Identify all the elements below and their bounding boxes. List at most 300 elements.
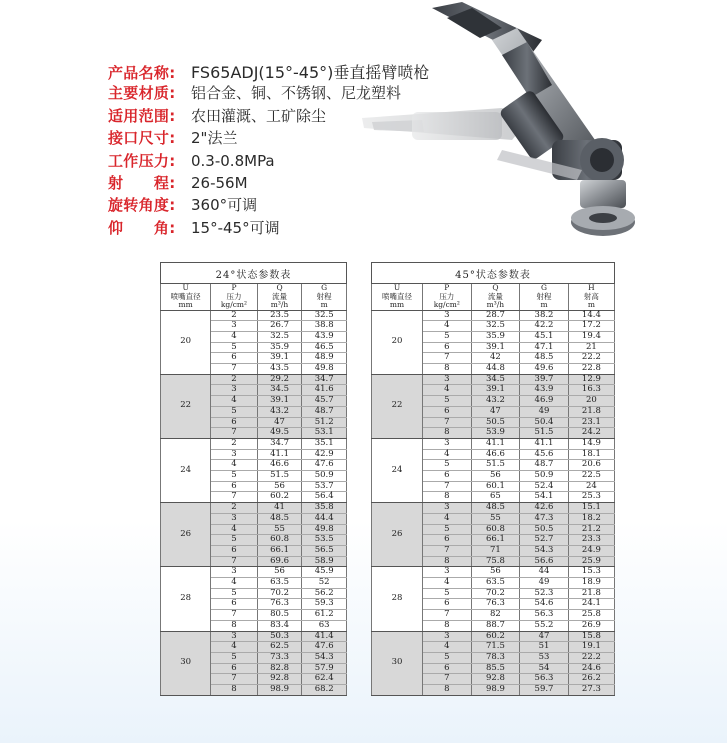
data-cell: 51.5 — [471, 460, 520, 471]
data-cell: 3 — [423, 438, 472, 449]
table-row — [161, 631, 347, 642]
spec-label: 射 程: — [108, 173, 176, 192]
data-cell: 23.3 — [568, 535, 614, 546]
table-title-row — [161, 263, 347, 284]
header-cell: kg/cm² — [423, 301, 472, 310]
data-cell: 51 — [520, 642, 569, 653]
data-cell: 25.8 — [568, 610, 614, 621]
data-cell: 46.9 — [520, 396, 569, 407]
header-cell: 压力 — [211, 293, 258, 302]
data-cell: 22.2 — [568, 653, 614, 664]
data-cell: 48.7 — [520, 460, 569, 471]
data-cell: 39.1 — [257, 396, 302, 407]
data-cell: 45.6 — [520, 449, 569, 460]
data-cell: 7 — [211, 428, 258, 439]
data-cell: 43.5 — [257, 364, 302, 375]
table-row — [372, 631, 615, 642]
header-cell: G — [520, 284, 569, 293]
data-cell: 4 — [423, 578, 472, 589]
data-cell: 18.1 — [568, 449, 614, 460]
data-cell: 29.2 — [257, 374, 302, 385]
data-cell: 59.7 — [520, 685, 569, 696]
nozzle-diameter-cell: 26 — [161, 503, 211, 567]
data-cell: 47.3 — [520, 513, 569, 524]
data-cell: 48.9 — [302, 353, 347, 364]
data-cell: 4 — [211, 524, 258, 535]
data-cell: 7 — [423, 481, 472, 492]
data-cell: 45.7 — [302, 396, 347, 407]
data-cell: 16.3 — [568, 385, 614, 396]
data-cell: 42 — [471, 353, 520, 364]
data-cell: 27.3 — [568, 685, 614, 696]
data-cell: 49 — [520, 406, 569, 417]
data-cell: 22.2 — [568, 353, 614, 364]
data-cell: 71.5 — [471, 642, 520, 653]
data-cell: 6 — [211, 481, 258, 492]
data-cell: 6 — [211, 599, 258, 610]
data-cell: 3 — [211, 449, 258, 460]
data-cell: 50.5 — [520, 524, 569, 535]
data-cell: 15.3 — [568, 567, 614, 578]
data-cell: 48.5 — [257, 513, 302, 524]
data-cell: 7 — [423, 610, 472, 621]
data-cell: 43.2 — [257, 406, 302, 417]
header-cell: 流量 — [471, 293, 520, 302]
data-cell: 76.3 — [471, 599, 520, 610]
table-row — [372, 438, 615, 449]
data-cell: 55 — [471, 513, 520, 524]
data-cell: 24.2 — [568, 428, 614, 439]
table-row — [372, 374, 615, 385]
data-cell: 53.7 — [302, 481, 347, 492]
data-cell: 26.9 — [568, 620, 614, 631]
nozzle-diameter-cell: 26 — [372, 503, 423, 567]
data-cell: 54.6 — [520, 599, 569, 610]
data-cell: 53.5 — [302, 535, 347, 546]
data-cell: 5 — [423, 588, 472, 599]
table-title: 24°状态参数表 — [161, 263, 347, 284]
spec-value: 15°-45°可调 — [191, 218, 280, 237]
header-cell: G — [302, 284, 347, 293]
nozzle-diameter-cell: 24 — [161, 438, 211, 502]
data-cell: 24.1 — [568, 599, 614, 610]
data-cell: 23.1 — [568, 417, 614, 428]
data-cell: 41.6 — [302, 385, 347, 396]
data-cell: 2 — [211, 374, 258, 385]
data-cell: 6 — [423, 406, 472, 417]
data-cell: 32.5 — [257, 331, 302, 342]
header-cell: mm — [372, 301, 423, 310]
data-cell: 3 — [211, 385, 258, 396]
data-cell: 18.2 — [568, 513, 614, 524]
data-cell: 42.6 — [520, 503, 569, 514]
header-cell: m³/h — [257, 301, 302, 310]
header-cell: mm — [161, 301, 211, 310]
data-cell: 34.7 — [302, 374, 347, 385]
data-cell: 3 — [211, 567, 258, 578]
data-cell: 46.5 — [302, 342, 347, 353]
table-title: 45°状态参数表 — [372, 263, 615, 284]
data-cell: 39.1 — [471, 385, 520, 396]
data-cell: 43.9 — [520, 385, 569, 396]
data-cell: 8 — [423, 428, 472, 439]
data-cell: 39.7 — [520, 374, 569, 385]
data-cell: 3 — [211, 513, 258, 524]
data-cell: 20 — [568, 396, 614, 407]
data-cell: 47.1 — [520, 342, 569, 353]
data-cell: 2 — [211, 438, 258, 449]
data-cell: 82 — [471, 610, 520, 621]
data-cell: 7 — [423, 545, 472, 556]
data-cell: 56 — [257, 481, 302, 492]
data-cell: 6 — [211, 545, 258, 556]
header-cell: m — [520, 301, 569, 310]
spec-label: 旋转角度: — [108, 196, 176, 215]
data-cell: 6 — [423, 471, 472, 482]
data-cell: 14.9 — [568, 438, 614, 449]
data-cell: 62.5 — [257, 642, 302, 653]
data-cell: 59.3 — [302, 599, 347, 610]
data-cell: 24.6 — [568, 663, 614, 674]
header-row — [372, 301, 615, 310]
data-cell: 57.9 — [302, 663, 347, 674]
spec-label: 产品名称: — [108, 64, 176, 82]
data-cell: 98.9 — [257, 685, 302, 696]
data-cell: 7 — [211, 610, 258, 621]
data-cell: 60.1 — [471, 481, 520, 492]
nozzle-diameter-cell: 22 — [161, 374, 211, 438]
data-cell: 82.8 — [257, 663, 302, 674]
data-cell: 51.5 — [257, 471, 302, 482]
header-cell: m³/h — [471, 301, 520, 310]
data-cell: 38.8 — [302, 321, 347, 332]
header-cell: 射程 — [302, 293, 347, 302]
data-cell: 6 — [211, 663, 258, 674]
data-cell: 7 — [423, 353, 472, 364]
data-cell: 41.1 — [520, 438, 569, 449]
nozzle-diameter-cell: 30 — [372, 631, 423, 695]
data-cell: 4 — [211, 396, 258, 407]
header-cell: Q — [257, 284, 302, 293]
header-cell: U — [372, 284, 423, 293]
data-cell: 2 — [211, 503, 258, 514]
table-row — [372, 503, 615, 514]
data-cell: 49.5 — [257, 428, 302, 439]
data-cell: 6 — [423, 599, 472, 610]
data-cell: 34.5 — [471, 374, 520, 385]
data-cell: 26.2 — [568, 674, 614, 685]
nozzle-diameter-cell: 28 — [372, 567, 423, 631]
data-cell: 60.8 — [257, 535, 302, 546]
header-cell: 喷嘴直径 — [372, 293, 423, 302]
data-cell: 8 — [423, 556, 472, 567]
data-cell: 22.8 — [568, 364, 614, 375]
data-cell: 68.2 — [302, 685, 347, 696]
data-cell: 35.9 — [257, 342, 302, 353]
data-cell: 6 — [211, 417, 258, 428]
data-cell: 3 — [423, 310, 472, 321]
data-cell: 3 — [423, 631, 472, 642]
data-cell: 24.9 — [568, 545, 614, 556]
header-cell: 喷嘴直径 — [161, 293, 211, 302]
nozzle-diameter-cell: 30 — [161, 631, 211, 695]
data-cell: 69.6 — [257, 556, 302, 567]
data-cell: 4 — [423, 513, 472, 524]
data-cell: 34.5 — [257, 385, 302, 396]
data-cell: 65 — [471, 492, 520, 503]
data-cell: 21.8 — [568, 406, 614, 417]
data-cell: 78.3 — [471, 653, 520, 664]
data-cell: 42.9 — [302, 449, 347, 460]
data-cell: 50.5 — [471, 417, 520, 428]
data-cell: 85.5 — [471, 663, 520, 674]
data-cell: 53 — [520, 653, 569, 664]
data-cell: 56 — [471, 567, 520, 578]
data-cell: 60.2 — [257, 492, 302, 503]
data-cell: 49.8 — [302, 524, 347, 535]
data-cell: 4 — [423, 449, 472, 460]
data-cell: 92.8 — [257, 674, 302, 685]
data-cell: 56.3 — [520, 610, 569, 621]
nozzle-diameter-cell: 22 — [372, 374, 423, 438]
data-cell: 52.4 — [520, 481, 569, 492]
data-cell: 25.9 — [568, 556, 614, 567]
data-cell: 60.8 — [471, 524, 520, 535]
data-cell: 6 — [423, 663, 472, 674]
data-cell: 7 — [211, 364, 258, 375]
data-cell: 32.5 — [471, 321, 520, 332]
data-cell: 48.5 — [471, 503, 520, 514]
data-cell: 15.8 — [568, 631, 614, 642]
data-cell: 8 — [211, 620, 258, 631]
data-cell: 42.2 — [520, 321, 569, 332]
header-cell: 射程 — [520, 293, 569, 302]
data-cell: 7 — [423, 417, 472, 428]
data-cell: 51.5 — [520, 428, 569, 439]
data-cell: 98.9 — [471, 685, 520, 696]
data-cell: 60.2 — [471, 631, 520, 642]
data-cell: 56.5 — [302, 545, 347, 556]
header-cell: H — [568, 284, 614, 293]
header-cell: kg/cm² — [211, 301, 258, 310]
spec-label: 适用范围: — [108, 106, 176, 125]
data-cell: 19.4 — [568, 331, 614, 342]
data-cell: 56 — [471, 471, 520, 482]
table-row — [161, 438, 347, 449]
data-cell: 5 — [211, 406, 258, 417]
data-cell: 39.1 — [257, 353, 302, 364]
data-cell: 22.5 — [568, 471, 614, 482]
data-cell: 3 — [211, 631, 258, 642]
data-cell: 14.4 — [568, 310, 614, 321]
data-cell: 80.5 — [257, 610, 302, 621]
data-cell: 8 — [423, 685, 472, 696]
data-cell: 5 — [423, 460, 472, 471]
data-cell: 70.2 — [257, 588, 302, 599]
nozzle-diameter-cell: 20 — [372, 310, 423, 374]
data-cell: 4 — [211, 578, 258, 589]
header-cell: m — [302, 301, 347, 310]
data-cell: 5 — [211, 653, 258, 664]
spec-value: 农田灌溉、工矿除尘 — [191, 106, 327, 125]
data-cell: 41.4 — [302, 631, 347, 642]
data-cell: 66.1 — [471, 535, 520, 546]
header-cell: 射高 — [568, 293, 614, 302]
table-row — [372, 567, 615, 578]
data-cell: 3 — [211, 321, 258, 332]
data-cell: 6 — [423, 342, 472, 353]
data-cell: 21 — [568, 342, 614, 353]
data-cell: 43.2 — [471, 396, 520, 407]
data-cell: 18.9 — [568, 578, 614, 589]
data-cell: 5 — [211, 342, 258, 353]
data-cell: 47 — [257, 417, 302, 428]
data-cell: 88.7 — [471, 620, 520, 631]
data-cell: 45.9 — [302, 567, 347, 578]
data-cell: 5 — [423, 524, 472, 535]
table-row — [161, 310, 347, 321]
data-cell: 7 — [211, 556, 258, 567]
data-cell: 56.6 — [520, 556, 569, 567]
data-cell: 43.9 — [302, 331, 347, 342]
data-cell: 61.2 — [302, 610, 347, 621]
data-cell: 21.2 — [568, 524, 614, 535]
data-cell: 53.9 — [471, 428, 520, 439]
data-cell: 15.1 — [568, 503, 614, 514]
nozzle-diameter-cell: 24 — [372, 438, 423, 502]
data-cell: 52.7 — [520, 535, 569, 546]
data-cell: 6 — [211, 353, 258, 364]
sprinkler-product-image — [352, 0, 652, 250]
data-cell: 70.2 — [471, 588, 520, 599]
table-row — [161, 374, 347, 385]
data-cell: 47.6 — [302, 460, 347, 471]
data-cell: 4 — [423, 642, 472, 653]
data-cell: 4 — [211, 642, 258, 653]
data-cell: 5 — [423, 653, 472, 664]
data-cell: 5 — [211, 588, 258, 599]
header-cell: 压力 — [423, 293, 472, 302]
data-cell: 20.6 — [568, 460, 614, 471]
data-cell: 6 — [423, 535, 472, 546]
header-cell: 流量 — [257, 293, 302, 302]
data-cell: 41 — [257, 503, 302, 514]
data-cell: 48.7 — [302, 406, 347, 417]
data-cell: 4 — [423, 321, 472, 332]
data-cell: 66.1 — [257, 545, 302, 556]
data-cell: 48.5 — [520, 353, 569, 364]
spec-value: FS65ADJ(15°-45°)垂直摇臂喷枪 — [191, 63, 430, 82]
spec-label: 工作压力: — [108, 151, 176, 170]
data-cell: 54.3 — [302, 653, 347, 664]
data-cell: 38.2 — [520, 310, 569, 321]
data-cell: 63.5 — [471, 578, 520, 589]
data-cell: 8 — [423, 620, 472, 631]
data-cell: 7 — [423, 674, 472, 685]
data-cell: 19.1 — [568, 642, 614, 653]
data-cell: 92.8 — [471, 674, 520, 685]
data-cell: 46.6 — [257, 460, 302, 471]
data-cell: 35.1 — [302, 438, 347, 449]
data-cell: 7 — [211, 492, 258, 503]
table-45-degree — [371, 262, 615, 696]
spec-value: 26-56M — [191, 173, 248, 192]
data-cell: 5 — [423, 396, 472, 407]
spec-label: 仰 角: — [108, 218, 176, 237]
data-cell: 47.6 — [302, 642, 347, 653]
data-cell: 8 — [423, 364, 472, 375]
data-cell: 54.1 — [520, 492, 569, 503]
data-cell: 55.2 — [520, 620, 569, 631]
spec-value: 0.3-0.8MPa — [191, 151, 275, 170]
table-row — [372, 310, 615, 321]
nozzle-diameter-cell: 20 — [161, 310, 211, 374]
data-cell: 44 — [520, 567, 569, 578]
data-cell: 50.9 — [302, 471, 347, 482]
data-cell: 3 — [423, 374, 472, 385]
table-row — [161, 567, 347, 578]
header-cell: P — [423, 284, 472, 293]
data-cell: 55 — [257, 524, 302, 535]
data-cell: 41.1 — [257, 449, 302, 460]
table-row — [161, 503, 347, 514]
data-cell: 75.8 — [471, 556, 520, 567]
spec-value: 360°可调 — [191, 196, 258, 215]
data-cell: 2 — [211, 310, 258, 321]
data-cell: 58.9 — [302, 556, 347, 567]
data-cell: 26.7 — [257, 321, 302, 332]
data-cell: 17.2 — [568, 321, 614, 332]
spec-value: 铝合金、铜、不锈钢、尼龙塑料 — [191, 84, 402, 103]
data-cell: 5 — [211, 471, 258, 482]
data-cell: 56.2 — [302, 588, 347, 599]
header-cell: Q — [471, 284, 520, 293]
data-cell: 44.4 — [302, 513, 347, 524]
data-cell: 56.3 — [520, 674, 569, 685]
data-cell: 3 — [423, 567, 472, 578]
data-cell: 49 — [520, 578, 569, 589]
data-cell: 50.4 — [520, 417, 569, 428]
data-cell: 63.5 — [257, 578, 302, 589]
data-cell: 44.8 — [471, 364, 520, 375]
data-cell: 28.7 — [471, 310, 520, 321]
data-cell: 76.3 — [257, 599, 302, 610]
data-cell: 35.8 — [302, 503, 347, 514]
data-cell: 47 — [471, 406, 520, 417]
data-cell: 54 — [520, 663, 569, 674]
data-cell: 71 — [471, 545, 520, 556]
data-cell: 63 — [302, 620, 347, 631]
data-cell: 49.6 — [520, 364, 569, 375]
data-cell: 7 — [211, 674, 258, 685]
data-cell: 8 — [211, 685, 258, 696]
data-cell: 35.9 — [471, 331, 520, 342]
data-cell: 73.3 — [257, 653, 302, 664]
header-cell: m — [568, 301, 614, 310]
data-cell: 8 — [423, 492, 472, 503]
header-row — [161, 301, 347, 310]
data-cell: 4 — [211, 460, 258, 471]
data-cell: 52 — [302, 578, 347, 589]
data-cell: 56 — [257, 567, 302, 578]
data-cell: 12.9 — [568, 374, 614, 385]
data-cell: 50.9 — [520, 471, 569, 482]
data-cell: 23.5 — [257, 310, 302, 321]
data-cell: 25.3 — [568, 492, 614, 503]
data-cell: 45.1 — [520, 331, 569, 342]
data-cell: 62.4 — [302, 674, 347, 685]
data-cell: 24 — [568, 481, 614, 492]
